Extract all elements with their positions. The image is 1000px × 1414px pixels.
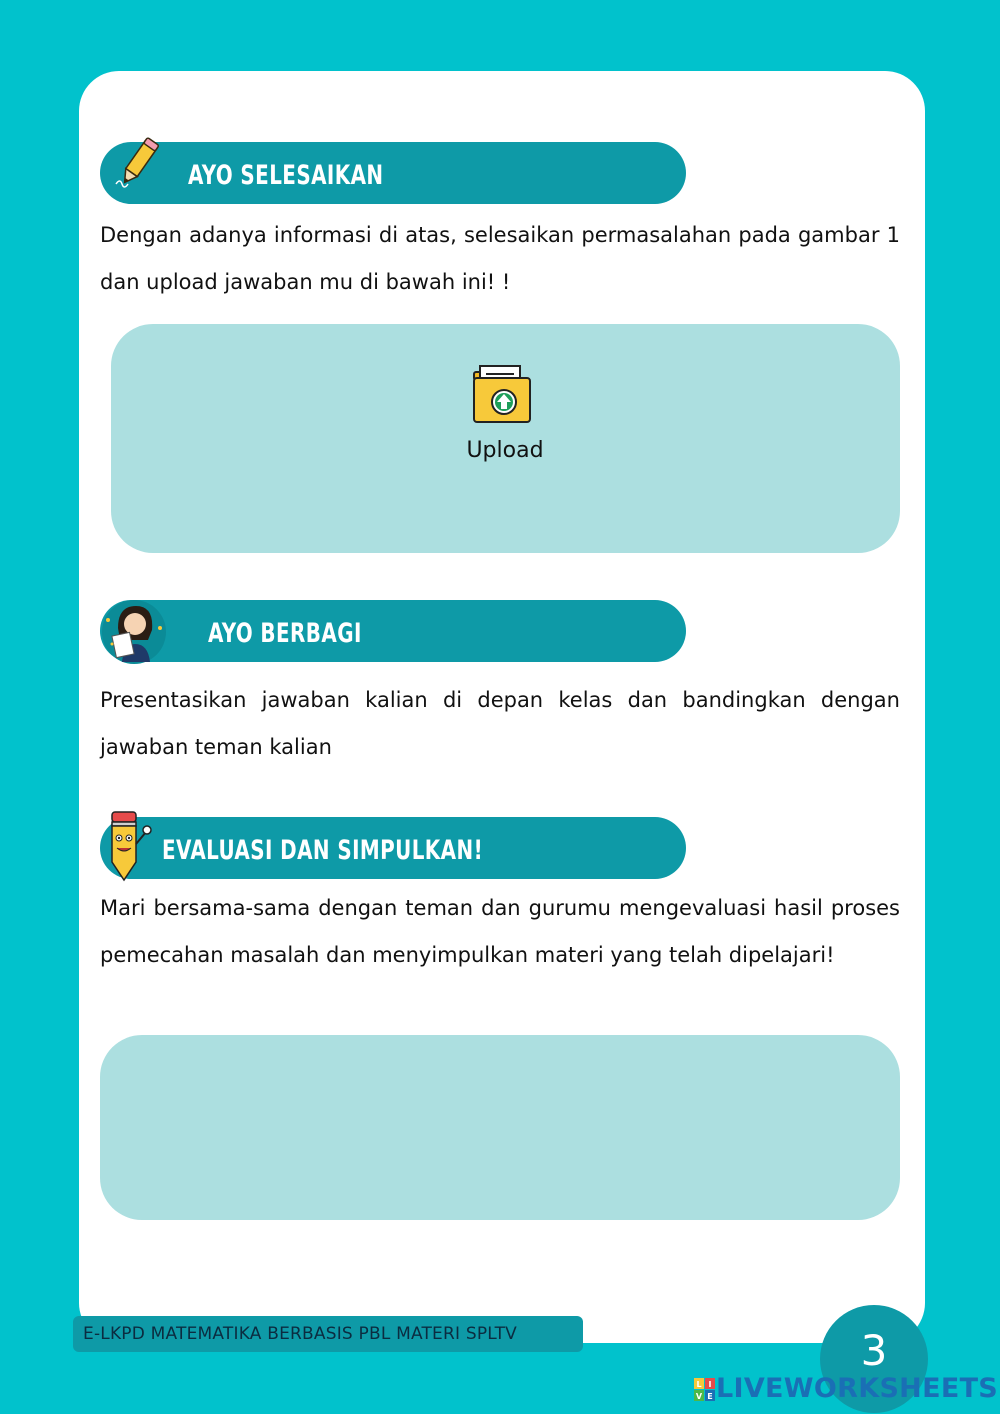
berbagi-instructions: Presentasikan jawaban kalian di depan kelas dan bandingkan dengan jawaban teman kalian: [100, 688, 900, 759]
upload-label: Upload: [466, 438, 544, 463]
selesaikan-instructions: Dengan adanya informasi di atas, selesaikan permasalahan pada gambar 1 dan upload jawaban mu di bawah ini! !: [100, 223, 900, 294]
student-presenting-icon: [100, 598, 168, 666]
upload-button[interactable]: [460, 360, 550, 470]
evaluasi-title: EVALUASI DAN SIMPULKAN!: [162, 835, 484, 866]
pencil-icon: [106, 132, 168, 194]
svg-text:E: E: [707, 1392, 713, 1401]
svg-text:V: V: [695, 1392, 703, 1401]
page-number: 3: [860, 1326, 888, 1375]
footer-label: E-LKPD MATEMATIKA BERBASIS PBL MATERI SPLTV: [73, 1316, 583, 1352]
pencil-character-icon: [102, 810, 154, 882]
liveworksheets-wordmark: LIVEWORKSHEETS: [716, 1373, 999, 1404]
upload-folder-icon: [470, 362, 534, 426]
evaluasi-instructions: Mari bersama-sama dengan teman dan gurumu mengevaluasi hasil proses pemecahan masalah dan menyimpulkan materi yang telah dipelajari!: [100, 896, 900, 967]
evaluasi-answer-box[interactable]: [100, 1035, 900, 1220]
svg-text:I: I: [708, 1380, 712, 1389]
ayo-selesaikan-title: AYO SELESAIKAN: [188, 160, 384, 191]
liveworksheets-logo-icon: [694, 1378, 716, 1402]
ayo-berbagi-banner: [100, 600, 686, 662]
svg-text:L: L: [696, 1380, 702, 1389]
ayo-berbagi-title: AYO BERBAGI: [208, 618, 362, 649]
